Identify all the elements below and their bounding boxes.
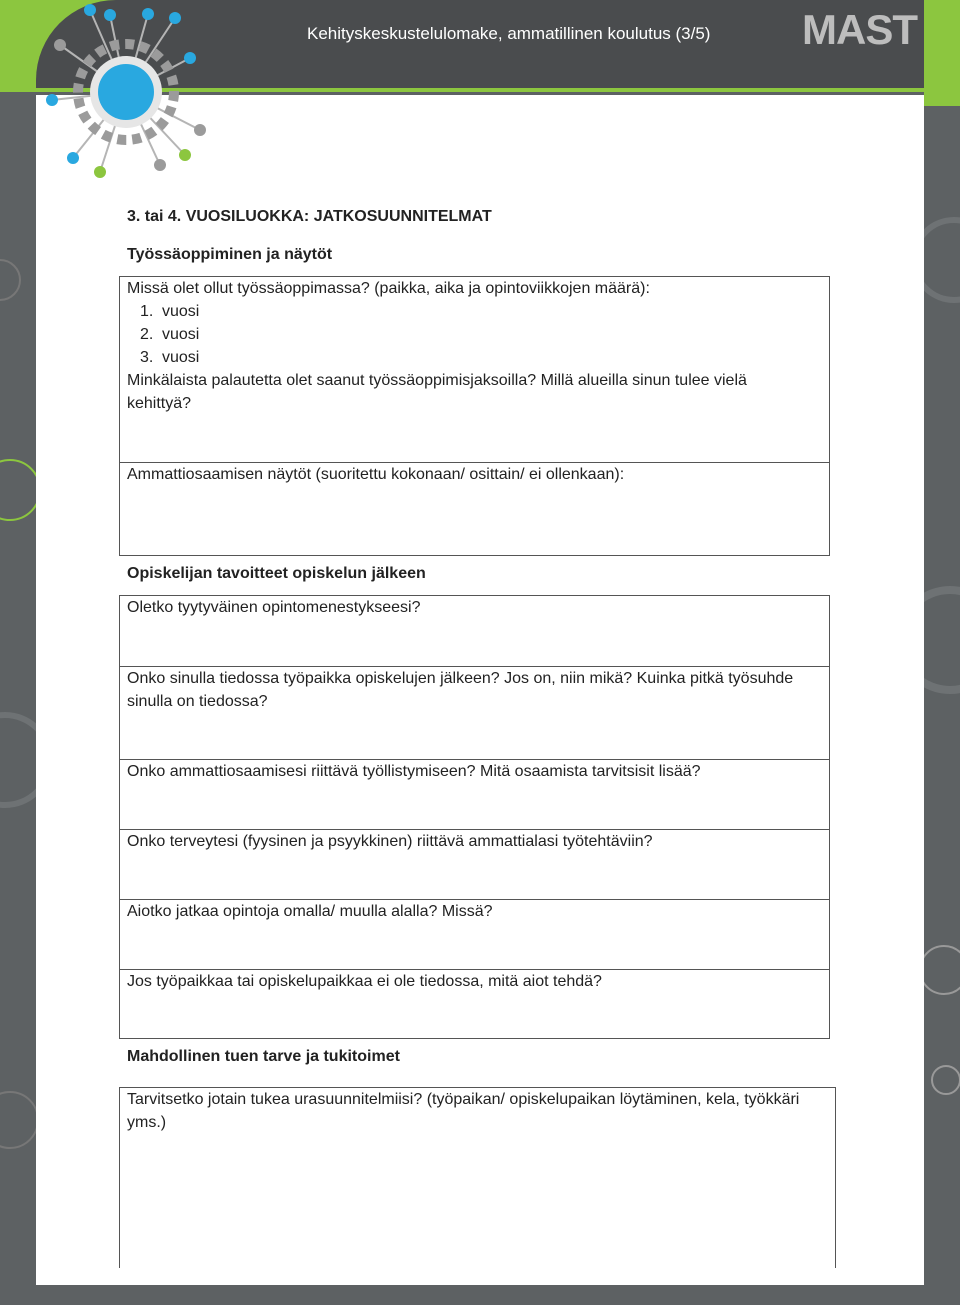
goals-question: Jos työpaikkaa tai opiskelupaikkaa ei ole tiedossa, mitä aiot tehdä? xyxy=(127,973,602,990)
goals-question: Onko terveytesi (fyysinen ja psyykkinen) riittävä ammattialasi työtehtäviin? xyxy=(127,833,653,850)
year-list xyxy=(140,300,199,369)
brand-logo-text: MAST xyxy=(802,6,917,53)
section-title: 3. tai 4. VUOSILUOKKA: JATKOSUUNNITELMAT xyxy=(127,208,492,225)
year-item: 1. vuosi xyxy=(140,303,200,320)
document-title: Kehityskeskustelulomake, ammatillinen koulutus (3/5) xyxy=(307,24,711,43)
goals-field[interactable] xyxy=(120,899,829,970)
goals-field[interactable] xyxy=(120,759,829,830)
demonstrations-field[interactable] xyxy=(120,462,829,555)
goals-heading: Opiskelijan tavoitteet opiskelun jälkeen xyxy=(127,565,426,582)
goals-field[interactable] xyxy=(120,666,829,760)
goals-box xyxy=(119,595,830,1039)
work-box xyxy=(119,276,830,556)
goals-field[interactable] xyxy=(120,969,829,1038)
goals-question: Aiotko jatkaa opintoja omalla/ muulla alalla? Missä? xyxy=(127,903,493,920)
network-gear-logo-icon xyxy=(40,0,260,190)
support-field[interactable] xyxy=(119,1087,836,1268)
support-question: Tarvitsetko jotain tukea urasuunnitelmiisi? (työpaikan/ opiskelupaikan löytäminen, kela, työkkäri yms.) xyxy=(127,1091,800,1131)
goals-field[interactable] xyxy=(120,596,829,666)
goals-question: Onko ammattiosaamisesi riittävä työllistymiseen? Mitä osaamista tarvitsisit lisää? xyxy=(127,763,701,780)
feedback-field[interactable] xyxy=(120,369,829,462)
gear-decoration-left xyxy=(0,0,36,1305)
workplace-question: Missä olet ollut työssäoppimassa? (paikka, aika ja opintoviikkojen määrä): xyxy=(127,280,650,297)
gear-decoration-right xyxy=(924,0,960,1305)
workplace-field[interactable] xyxy=(120,277,829,368)
year-item: 3. vuosi xyxy=(140,349,200,366)
work-heading: Työssäoppiminen ja näytöt xyxy=(127,246,333,263)
year-item: 2. vuosi xyxy=(140,326,200,343)
goals-question: Oletko tyytyväinen opintomenestykseesi? xyxy=(127,599,421,616)
feedback-question: Minkälaista palautetta olet saanut työssäoppimisjaksoilla? Millä alueilla sinun tulee vielä kehittyä? xyxy=(127,372,747,412)
goals-question: Onko sinulla tiedossa työpaikka opiskelujen jälkeen? Jos on, niin mikä? Kuinka pitkä työsuhde sinulla on tiedossa? xyxy=(127,670,794,710)
demonstrations-question: Ammattiosaamisen näytöt (suoritettu kokonaan/ osittain/ ei ollenkaan): xyxy=(127,466,625,483)
goals-field[interactable] xyxy=(120,829,829,900)
support-heading: Mahdollinen tuen tarve ja tukitoimet xyxy=(127,1048,400,1065)
